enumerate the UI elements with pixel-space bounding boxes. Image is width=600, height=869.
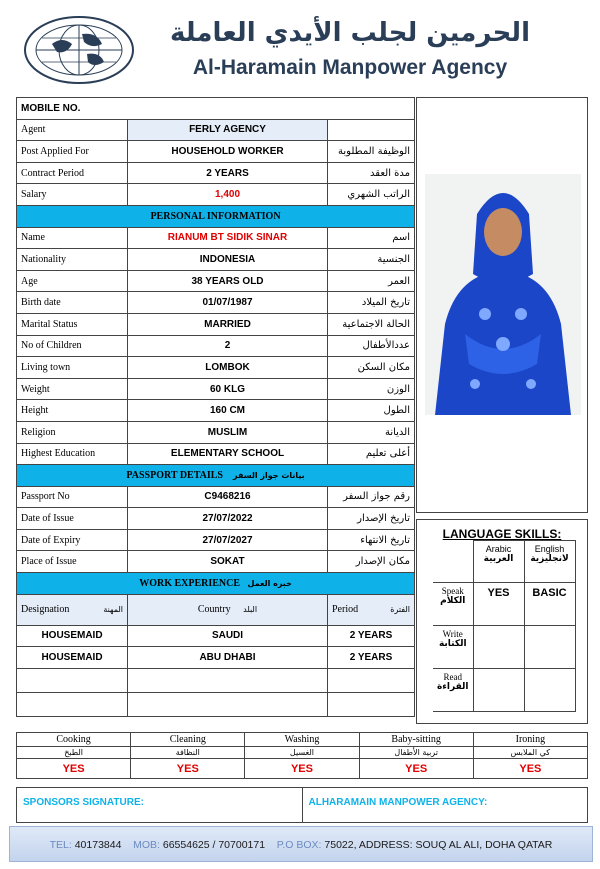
skill-label-ar: الكلام — [440, 596, 466, 606]
work-designation — [17, 692, 128, 716]
row-label: Birth date — [17, 292, 128, 314]
contact-footer — [9, 826, 593, 862]
work-designation: HOUSEMAID — [17, 647, 128, 669]
skill-name-ar: الغسيل — [245, 747, 359, 759]
row-label-arabic: الوزن — [328, 378, 415, 400]
skills-table — [16, 732, 588, 779]
work-designation — [17, 668, 128, 692]
english-column-header — [524, 541, 575, 583]
skills-name-row — [17, 733, 588, 747]
agency-title-arabic: الحرمين لجلب الأيدي العاملة — [170, 18, 530, 48]
salary-value: 1,400 — [128, 184, 328, 206]
row-value: C9468216 — [128, 486, 328, 508]
arabic-level — [473, 626, 524, 669]
english-level-value — [525, 626, 575, 630]
form-row — [17, 249, 415, 271]
form-row — [17, 357, 415, 379]
row-label-arabic — [328, 119, 415, 141]
sponsor-signature-label: SPONSORS SIGNATURE: — [23, 797, 144, 808]
language-skill-label — [433, 583, 473, 626]
skill-value: YES — [17, 759, 131, 779]
row-label: Salary — [17, 184, 128, 206]
row-label: Religion — [17, 421, 128, 443]
skill-label-en: Speak — [441, 586, 464, 596]
row-label-arabic: أعلى تعليم — [328, 443, 415, 465]
form-row — [17, 184, 415, 206]
period-label-ar: الفترة — [390, 605, 411, 615]
country-column-header — [128, 594, 328, 625]
row-value: 27/07/2022 — [128, 508, 328, 530]
form-row — [17, 486, 415, 508]
work-period — [328, 692, 415, 716]
skill-name: Cooking — [17, 733, 131, 747]
personal-info-heading: PERSONAL INFORMATION — [17, 205, 415, 227]
form-row — [17, 400, 415, 422]
row-label-arabic: اسم — [328, 227, 415, 249]
english-level-value — [525, 669, 575, 673]
row-label: Name — [17, 227, 128, 249]
row-value: SOKAT — [128, 551, 328, 573]
arabic-level-value — [474, 669, 524, 673]
work-row — [17, 692, 415, 716]
arabic-level-value — [474, 626, 524, 630]
row-label: Highest Education — [17, 443, 128, 465]
skill-label-en: Write — [442, 629, 463, 639]
arabic-label-ar: العربية — [483, 554, 514, 564]
form-row — [17, 551, 415, 573]
row-label-arabic: العمر — [328, 270, 415, 292]
form-row — [17, 292, 415, 314]
row-label: Place of Issue — [17, 551, 128, 573]
language-row — [433, 626, 575, 669]
work-columns-row — [17, 594, 415, 625]
form-row — [17, 270, 415, 292]
skill-label-ar: القراءة — [436, 682, 469, 692]
row-value: INDONESIA — [128, 249, 328, 271]
arabic-level — [473, 669, 524, 712]
row-value: FERLY AGENCY — [128, 119, 328, 141]
row-label: Agent — [17, 119, 128, 141]
skill-name-ar: كي الملابس — [473, 747, 587, 759]
work-country: SAUDI — [128, 625, 328, 647]
form-row — [17, 335, 415, 357]
row-value: 27/07/2027 — [128, 529, 328, 551]
row-label: Date of Issue — [17, 508, 128, 530]
work-country — [128, 668, 328, 692]
skill-name: Washing — [245, 733, 359, 747]
tel-label: TEL: — [49, 839, 72, 851]
row-label: Weight — [17, 378, 128, 400]
row-value: 2 YEARS — [128, 162, 328, 184]
header — [0, 0, 600, 92]
work-period: 2 YEARS — [328, 625, 415, 647]
row-label: Nationality — [17, 249, 128, 271]
row-value: 38 YEARS OLD — [128, 270, 328, 292]
row-label: Contract Period — [17, 162, 128, 184]
row-label: Living town — [17, 357, 128, 379]
work-heading-en: WORK EXPERIENCE — [139, 577, 241, 589]
tel-value: 40173844 — [74, 839, 122, 851]
row-label-arabic: الديانة — [328, 421, 415, 443]
row-label: Date of Expiry — [17, 529, 128, 551]
row-value: 160 CM — [128, 400, 328, 422]
form-row — [17, 141, 415, 163]
country-label: Country — [197, 604, 231, 616]
skill-name-ar: النظافة — [131, 747, 245, 759]
english-level — [524, 583, 575, 626]
arabic-level-value: YES — [487, 587, 510, 599]
work-country — [128, 692, 328, 716]
row-label: Marital Status — [17, 313, 128, 335]
language-corner — [433, 541, 473, 583]
row-value: 60 KLG — [128, 378, 328, 400]
skill-name: Ironing — [473, 733, 587, 747]
period-label: Period — [332, 604, 359, 616]
section-header — [17, 465, 415, 487]
name-value: RIANUM BT SIDIK SINAR — [128, 227, 328, 249]
skill-value: YES — [245, 759, 359, 779]
work-period — [328, 668, 415, 692]
english-label: English — [534, 544, 565, 554]
skill-name: Baby-sitting — [359, 733, 473, 747]
language-skills-table — [433, 540, 576, 712]
row-label: Height — [17, 400, 128, 422]
row-value: MARRIED — [128, 313, 328, 335]
form-row — [17, 443, 415, 465]
skill-value: YES — [473, 759, 587, 779]
arabic-level — [473, 583, 524, 626]
form-row — [17, 162, 415, 184]
work-row — [17, 668, 415, 692]
designation-label: Designation — [21, 604, 70, 616]
row-label: Post Applied For — [17, 141, 128, 163]
period-column-header — [328, 594, 415, 625]
applicant-photo — [425, 174, 581, 415]
mobile-label: MOBILE NO. — [17, 98, 415, 120]
skill-name-ar: تربية الأطفال — [359, 747, 473, 759]
signature-row — [16, 787, 588, 823]
section-header — [17, 573, 415, 595]
language-header-row — [433, 541, 575, 583]
english-level-value: BASIC — [532, 587, 567, 599]
work-row — [17, 625, 415, 647]
form-row — [17, 227, 415, 249]
row-label-arabic: الجنسية — [328, 249, 415, 271]
skill-label-ar: الكتابة — [438, 639, 467, 649]
passport-heading — [17, 465, 415, 487]
row-label-arabic: مدة العقد — [328, 162, 415, 184]
english-label-ar: لانجليزية — [530, 554, 569, 564]
row-label-arabic: مكان السكن — [328, 357, 415, 379]
row-label-arabic: الراتب الشهري — [328, 184, 415, 206]
country-label-ar: البلد — [243, 605, 258, 615]
skill-value: YES — [131, 759, 245, 779]
section-header — [17, 205, 415, 227]
designation-column-header — [17, 594, 128, 625]
language-skill-label — [433, 669, 473, 712]
row-value: HOUSEHOLD WORKER — [128, 141, 328, 163]
form-row — [17, 508, 415, 530]
row-label: No of Children — [17, 335, 128, 357]
row-label-arabic: تاريخ الميلاد — [328, 292, 415, 314]
arabic-column-header — [473, 541, 524, 583]
skill-value: YES — [359, 759, 473, 779]
language-skills-title: LANGUAGE SKILLS: — [442, 527, 562, 541]
work-heading — [17, 573, 415, 595]
language-row — [433, 583, 575, 626]
skill-name-ar: الطبخ — [17, 747, 131, 759]
language-row — [433, 669, 575, 712]
work-country: ABU DHABI — [128, 647, 328, 669]
mob-label: MOB: — [133, 839, 160, 851]
skill-name: Cleaning — [131, 733, 245, 747]
row-value: MUSLIM — [128, 421, 328, 443]
row-label-arabic: الوظيفة المطلوبة — [328, 141, 415, 163]
passport-heading-en: PASSPORT DETAILS — [126, 469, 223, 481]
mob-value: 66554625 / 70700171 — [162, 839, 266, 851]
work-row — [17, 647, 415, 669]
work-designation: HOUSEMAID — [17, 625, 128, 647]
designation-label-ar: المهنة — [103, 605, 123, 615]
application-form-table — [16, 97, 415, 717]
work-period: 2 YEARS — [328, 647, 415, 669]
form-row — [17, 313, 415, 335]
mobile-row — [17, 98, 415, 120]
form-row — [17, 529, 415, 551]
globe-logo-icon — [22, 14, 137, 86]
row-label-arabic: الطول — [328, 400, 415, 422]
row-value: ELEMENTARY SCHOOL — [128, 443, 328, 465]
row-value: 01/07/1987 — [128, 292, 328, 314]
passport-heading-ar: بيانات جواز السفر — [233, 470, 305, 480]
skill-label-en: Read — [443, 672, 462, 682]
row-label: Passport No — [17, 486, 128, 508]
row-label-arabic: تاريخ الإصدار — [328, 508, 415, 530]
po-box-value: 75022, ADDRESS: SOUQ AL ALI, DOHA QATAR — [324, 839, 553, 851]
agency-title-english: Al-Haramain Manpower Agency — [192, 56, 508, 79]
row-label-arabic: رقم جواز السفر — [328, 486, 415, 508]
skills-arabic-row — [17, 747, 588, 759]
skills-value-row — [17, 759, 588, 779]
agency-signature-label: ALHARAMAIN MANPOWER AGENCY: — [302, 788, 588, 822]
row-label-arabic: عددالأطفال — [328, 335, 415, 357]
arabic-label: Arabic — [485, 544, 512, 554]
language-skill-label — [433, 626, 473, 669]
english-level — [524, 669, 575, 712]
row-label-arabic: تاريخ الانتهاء — [328, 529, 415, 551]
work-heading-ar: خبره العمل — [247, 578, 292, 588]
po-box-label: P.O BOX: — [276, 839, 322, 851]
form-row — [17, 378, 415, 400]
form-row — [17, 119, 415, 141]
row-label-arabic: الحالة الاجتماعية — [328, 313, 415, 335]
row-value: LOMBOK — [128, 357, 328, 379]
english-level — [524, 626, 575, 669]
row-value: 2 — [128, 335, 328, 357]
form-row — [17, 421, 415, 443]
row-label: Age — [17, 270, 128, 292]
row-label-arabic: مكان الإصدار — [328, 551, 415, 573]
